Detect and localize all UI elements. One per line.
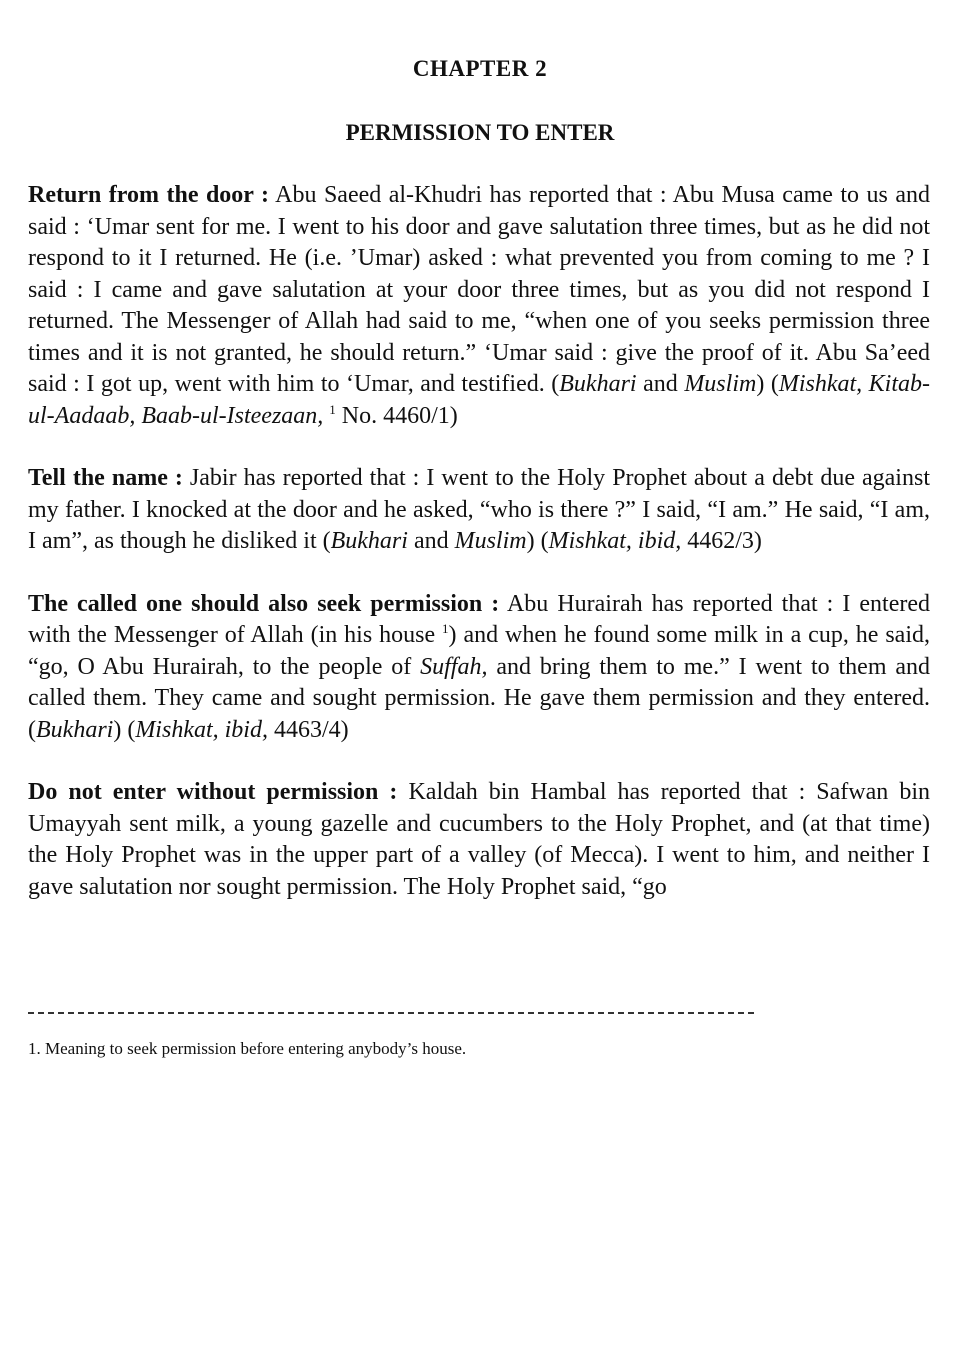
paragraph-heading: Return from the door : [28, 182, 269, 208]
chapter-heading: CHAPTER 2 [412, 56, 548, 81]
footnote-marker: 1 [442, 621, 449, 636]
footnote-marker: 1 [329, 401, 336, 417]
chapter-title: PERMISSION TO ENTER [345, 120, 615, 145]
paragraph-do-not-enter: Do not enter without permission : Kaldah bin Hambal has reported that : Safwan bin Umayyah sent milk, a young gazelle and cucumbers to the Holy Prophet, and (at that time) the Holy Prophet was in the upper part of a valley (of Mecca). I went to him, and neither I gave salutation nor sought permission. The Holy Prophet said, “go [28, 779, 930, 900]
paragraph-tell-the-name: Tell the name : Jabir has reported that : I went to the Holy Prophet about a debt due against my father. I knocked at the door and he asked, “who is there ?” I said, “I am.” He said, “I am, I am”, as though he disliked it (Bukhari and Muslim) (Mishkat, ibid, 4462/3) [28, 465, 930, 554]
paragraph-called-one-permission: The called one should also seek permission : Abu Hurairah has reported that : I entered with the Messenger of Allah (in his house $^1$) and when he found some milk in a cup, he said, “go, O Abu Hurairah, to the people of Suffah, and bring them to me.” I went to them and called them. They came and sought permission. He gave them permission and they entered. (Bukhari) (Mishkat, ibid, 4463/4) [28, 590, 931, 743]
paragraph-heading: Do not enter without permission : [28, 779, 398, 805]
body-text [28, 180, 930, 934]
footnote: 1. Meaning to seek permission before entering anybody’s house. [28, 1039, 467, 1058]
footnote-divider [28, 1012, 754, 1014]
paragraph-return-from-door: Return from the door : Abu Saeed al-Khudri has reported that : Abu Musa came to us and said : ‘Umar sent for me. I went to his door and gave salutation three times, but as he did not respond to it I returned. He (i.e. ’Umar) asked : what prevented you from coming to me ? I said : I came and gave salutation at your door three times, but as you did not respond I returned. The Messenger of Allah had said to me, “when one of you seeks permission three times and it is not granted, he should return.” ‘Umar said : give the proof of it. Abu Sa’eed said : I got up, went with him to ‘Umar, and testified. (Bukhari and Muslim) (Mishkat, Kitab-ul-Aadaab, Baab-ul-Isteezaan, $^1$ No. 4460/1) [28, 182, 931, 429]
paragraph-heading: Tell the name : [28, 465, 183, 491]
paragraph-heading: The called one should also seek permission : [28, 590, 500, 617]
